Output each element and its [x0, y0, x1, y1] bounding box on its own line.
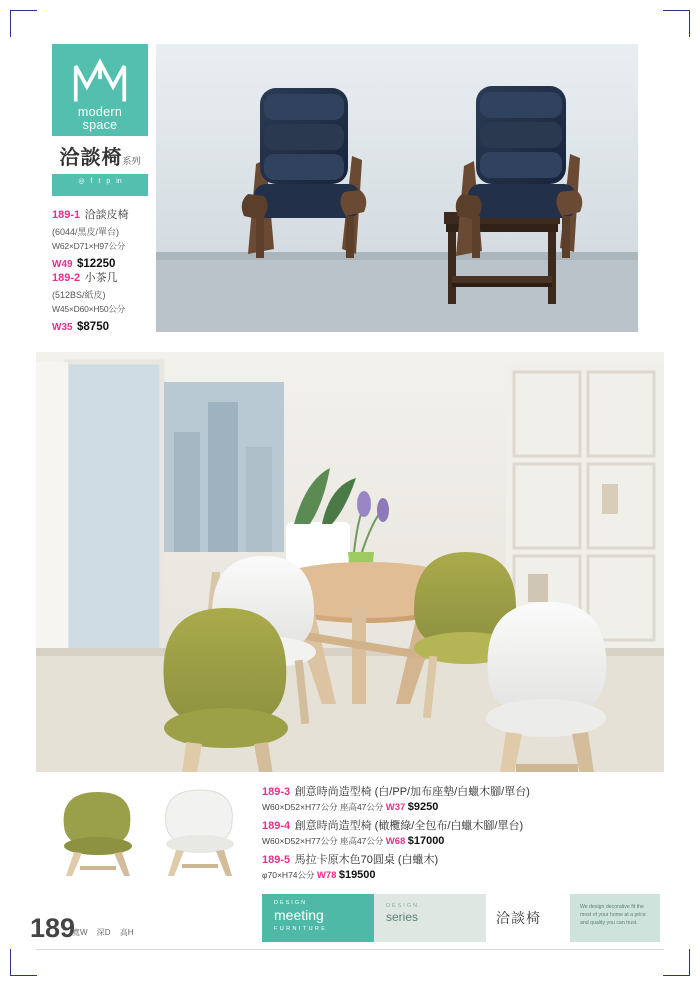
- legend-height: 高H: [119, 928, 134, 937]
- legend-depth: 深D: [96, 928, 111, 937]
- social-icon-row: [52, 174, 148, 191]
- product-code: 189-5: [262, 854, 291, 866]
- product-spec-189-3: [262, 782, 662, 813]
- footer-meeting-label: meeting: [274, 907, 324, 923]
- product-spec-189-4: [262, 816, 662, 847]
- footer-series-cn: 洽談椅: [496, 910, 541, 926]
- linkedin-icon: in: [116, 178, 122, 185]
- product-weight: W35: [52, 322, 73, 333]
- product-price: $8750: [77, 321, 109, 333]
- footer-block-tagline: We design decorative fit the most of your home at a price and quality you can trust.: [570, 894, 660, 942]
- product-dimensions-row: [262, 801, 662, 813]
- series-label: [52, 136, 148, 174]
- instagram-icon: ◎: [78, 178, 85, 185]
- brand-line-1: modern: [77, 105, 123, 119]
- brand-line-2: space: [82, 118, 118, 132]
- product-weight: W68: [385, 836, 406, 847]
- product-weight: W37: [385, 802, 406, 813]
- top-photo-illustration: [156, 44, 638, 332]
- page-number: 189: [30, 913, 76, 943]
- product-name: 洽談皮椅: [84, 209, 129, 221]
- crop-mark-bottom-left: [10, 949, 37, 976]
- product-spec-189-1: [52, 205, 162, 272]
- product-dimensions: W45×D60×H50公分: [52, 304, 125, 314]
- series-label-cn: 洽談椅: [59, 147, 123, 169]
- product-code: 189-4: [262, 820, 291, 832]
- series-label-suffix: 系列: [122, 156, 141, 166]
- product-spec-list-right: [262, 782, 662, 884]
- footer-design-label-1: DESIGN: [274, 900, 308, 906]
- product-spec-189-2: [52, 268, 162, 335]
- footer-series-label: series: [386, 910, 419, 924]
- crop-mark-top-right: [663, 10, 690, 37]
- product-dimensions-row: [262, 869, 662, 881]
- main-product-photo: [36, 352, 664, 772]
- crop-mark-bottom-right: [663, 949, 690, 976]
- thumbnail-illustrations: [48, 782, 248, 878]
- product-name: 馬拉卡原木色70圓桌 (白蠟木): [294, 854, 439, 866]
- twitter-icon: t: [98, 178, 101, 185]
- footer-block-series-cn: [486, 894, 570, 942]
- product-price: $19500: [338, 869, 376, 881]
- legend-width: 寬W: [72, 928, 88, 937]
- product-price: $12250: [77, 258, 116, 270]
- product-price: $9250: [407, 801, 439, 813]
- brand-logo-block: [52, 44, 148, 196]
- pinterest-icon: p: [106, 178, 111, 185]
- footer-design-label-2: DESIGN: [386, 903, 420, 909]
- product-sub: (512BS/紙皮): [52, 290, 106, 300]
- product-code: 189-3: [262, 786, 291, 798]
- thumbnail-row: [48, 782, 248, 878]
- main-photo-illustration: [36, 352, 664, 772]
- product-dimensions: φ70×H74公分: [262, 870, 315, 880]
- thumbnail-olive-chair: [64, 792, 132, 876]
- product-dimensions-row: [262, 835, 662, 847]
- product-dimensions: W60×D52×H77公分 座高47公分: [262, 836, 384, 846]
- footer-divider: [36, 949, 664, 950]
- footer-furniture-label: FURNITURE: [274, 926, 328, 932]
- product-name: 小茶几: [84, 272, 118, 284]
- product-dimensions: W60×D52×H77公分 座高47公分: [262, 802, 384, 812]
- footer-banner: [262, 894, 660, 942]
- m-monogram-icon: [72, 58, 128, 104]
- product-weight: W78: [316, 870, 337, 881]
- product-code: 189-1: [52, 209, 81, 221]
- product-name: 創意時尚造型椅 (橄欖綠/全包布/白蠟木腳/單台): [294, 820, 524, 832]
- footer-block-meeting: [262, 894, 374, 942]
- product-code: 189-2: [52, 272, 81, 284]
- facebook-icon: f: [90, 178, 93, 185]
- product-spec-189-5: [262, 850, 662, 881]
- dimension-legend: [72, 927, 141, 938]
- product-dimensions: W62×D71×H97公分: [52, 241, 125, 251]
- thumbnail-white-chair: [166, 790, 234, 876]
- crop-mark-top-left: [10, 10, 37, 37]
- product-sub: (6044/黑皮/單台): [52, 227, 120, 237]
- footer-block-series: [374, 894, 486, 942]
- product-weight: W49: [52, 259, 73, 270]
- top-product-photo: [156, 44, 638, 332]
- product-price: $17000: [407, 835, 445, 847]
- product-name: 創意時尚造型椅 (白/PP/加布座墊/白蠟木腳/單台): [294, 786, 530, 798]
